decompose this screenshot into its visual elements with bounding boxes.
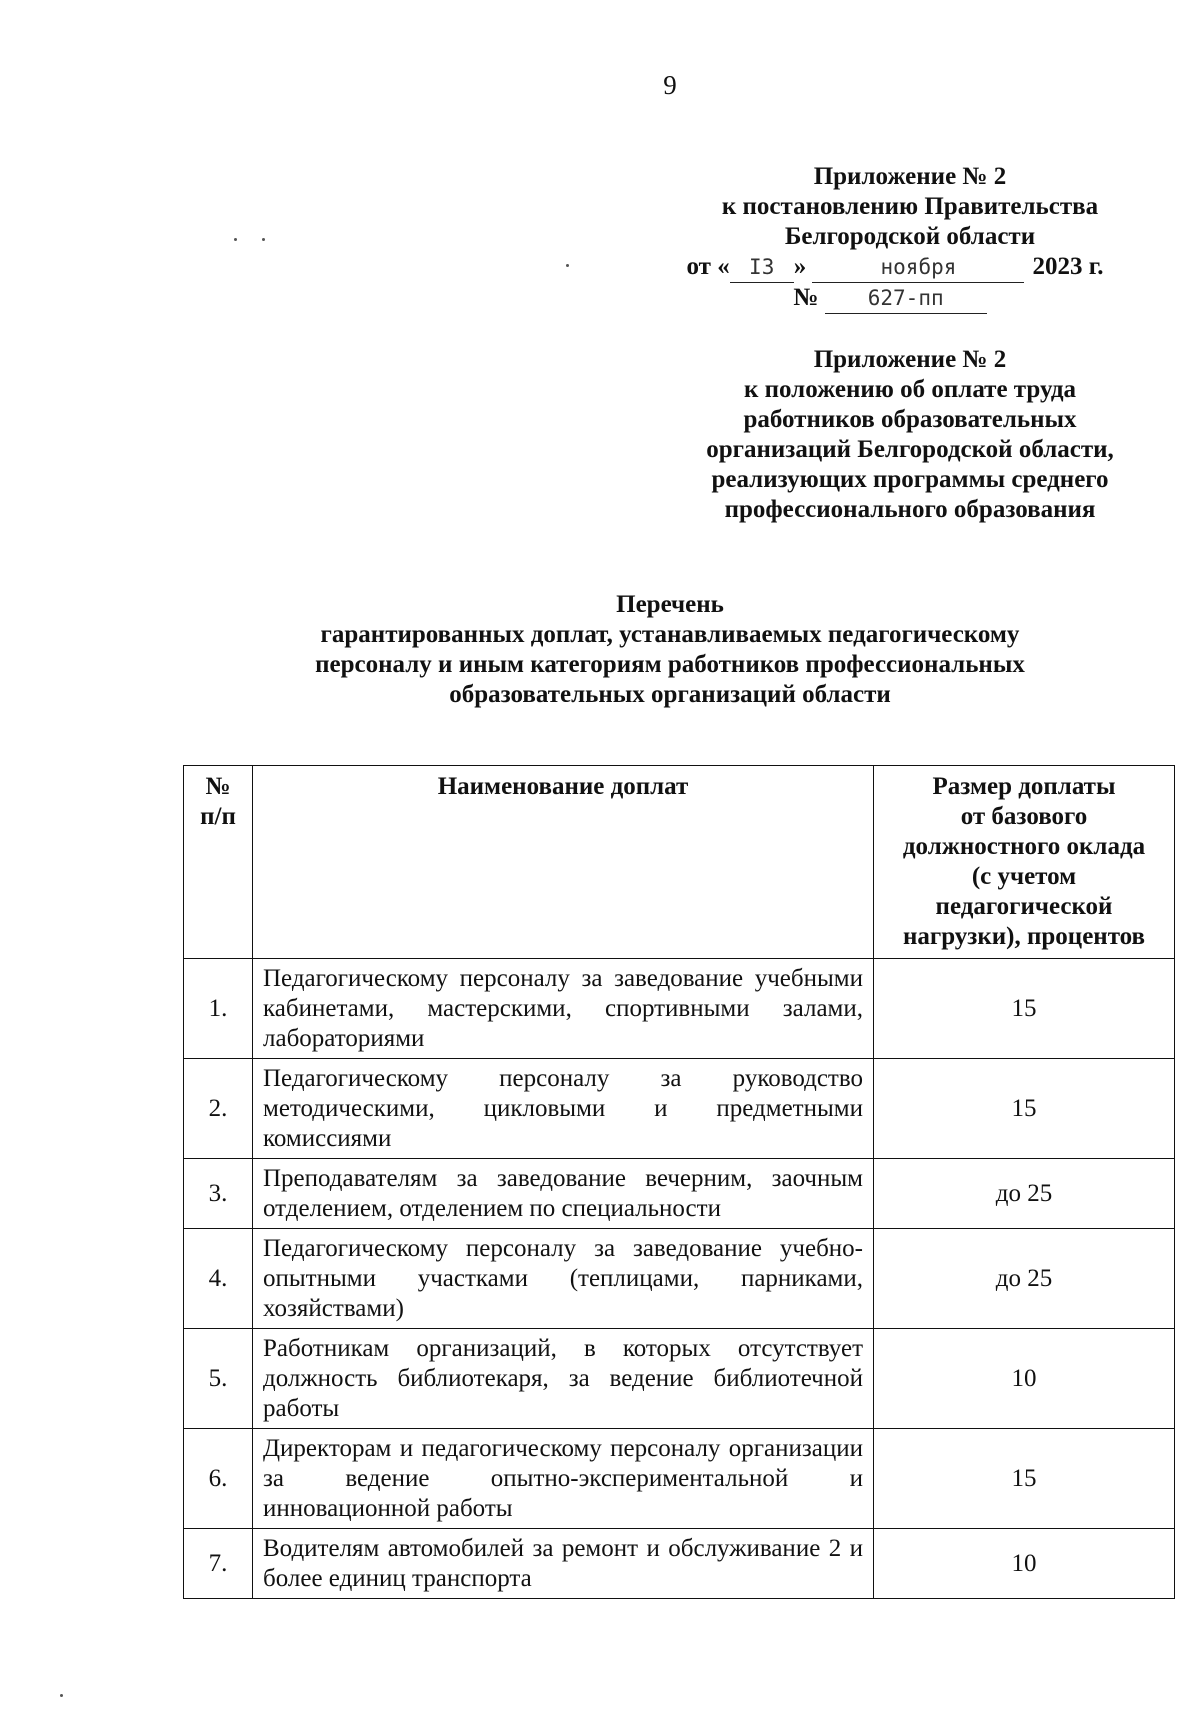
- allowances-table: [183, 765, 1175, 1599]
- table-row: [184, 1059, 1175, 1159]
- header-num-line: №: [205, 773, 231, 800]
- appendix-sub-line: работников образовательных: [743, 406, 1077, 433]
- title-line: гарантированных доплат, устанавливаемых педагогическому: [320, 621, 1020, 648]
- table-row: [184, 1229, 1175, 1329]
- appendix-sub-header: [680, 345, 1140, 525]
- row-size: 10: [874, 1329, 1175, 1429]
- table-row: [184, 1329, 1175, 1429]
- row-name: Преподавателям за заведование вечерним, заочным отделением, отделением по специальности: [253, 1159, 874, 1229]
- title-line: образовательных организаций области: [449, 681, 891, 708]
- document-title: [200, 590, 1140, 710]
- row-num: 2.: [184, 1059, 253, 1159]
- scan-speck: [262, 238, 265, 241]
- row-size: до 25: [874, 1229, 1175, 1329]
- appendix-region: Белгородской области: [784, 223, 1036, 250]
- date-prefix: от «: [686, 253, 730, 280]
- row-name: Педагогическому персоналу за заведование учебно-опытными участками (теплицами, парниками, хозяйствами): [253, 1229, 874, 1329]
- table-row: [184, 1159, 1175, 1229]
- row-num: 4.: [184, 1229, 253, 1329]
- row-num: 1.: [184, 959, 253, 1059]
- table-row: [184, 1529, 1175, 1599]
- header-size-line: педагогической: [935, 893, 1113, 920]
- row-size: 15: [874, 1429, 1175, 1529]
- table-header-row: [184, 766, 1175, 959]
- title-line: персоналу и иным категориям работников профессиональных: [315, 651, 1025, 678]
- table-row: [184, 959, 1175, 1059]
- number-prefix: №: [793, 284, 819, 311]
- page-number: 9: [663, 70, 677, 100]
- appendix-sub-line: реализующих программы среднего: [711, 466, 1109, 493]
- date-year: 2023 г.: [1032, 253, 1104, 280]
- header-size-line: от базового: [960, 803, 1088, 830]
- scan-speck: [60, 1694, 63, 1697]
- title-line: Перечень: [616, 591, 724, 618]
- scan-speck: [566, 264, 569, 267]
- row-size: 15: [874, 1059, 1175, 1159]
- row-name: Работникам организаций, в которых отсутствует должность библиотекаря, за ведение библиотечной работы: [253, 1329, 874, 1429]
- header-num: [184, 766, 253, 959]
- appendix-sub-line: Приложение № 2: [813, 346, 1007, 373]
- appendix-sub-line: к положению об оплате труда: [743, 376, 1077, 403]
- row-name: Педагогическому персоналу за руководство методическими, цикловыми и предметными комиссиями: [253, 1059, 874, 1159]
- header-size-line: (с учетом: [971, 863, 1077, 890]
- date-line: [650, 252, 1140, 283]
- row-name: Директорам и педагогическому персоналу организации за ведение опытно-экспериментальной и инновационной работы: [253, 1429, 874, 1529]
- scan-speck: [234, 238, 237, 241]
- appendix-resolution-ref: к постановлению Правительства: [721, 193, 1099, 220]
- date-day-handwritten: I3: [730, 252, 794, 283]
- row-num: 5.: [184, 1329, 253, 1429]
- header-size: [874, 766, 1175, 959]
- appendix-sub-line: профессионального образования: [724, 496, 1096, 523]
- row-size: 10: [874, 1529, 1175, 1599]
- row-num: 7.: [184, 1529, 253, 1599]
- row-size: 15: [874, 959, 1175, 1059]
- appendix-sub-line: организаций Белгородской области,: [706, 436, 1114, 463]
- number-line: [640, 283, 1140, 314]
- row-num: 3.: [184, 1159, 253, 1229]
- header-size-line: нагрузки), процентов: [902, 923, 1146, 950]
- row-num: 6.: [184, 1429, 253, 1529]
- header-size-line: Размер доплаты: [932, 773, 1116, 800]
- row-size: до 25: [874, 1159, 1175, 1229]
- date-month-handwritten: ноября: [812, 252, 1024, 283]
- row-name: Водителям автомобилей за ремонт и обслуживание 2 и более единиц транспорта: [253, 1529, 874, 1599]
- appendix-header: [680, 162, 1140, 314]
- header-name: Наименование доплат: [253, 766, 874, 959]
- row-name: Педагогическому персоналу за заведование учебными кабинетами, мастерскими, спортивными залами, лабораториями: [253, 959, 874, 1059]
- table-row: [184, 1429, 1175, 1529]
- appendix-title: Приложение № 2: [813, 163, 1007, 190]
- header-size-line: должностного оклада: [902, 833, 1146, 860]
- number-handwritten: 627-пп: [825, 283, 987, 314]
- header-num-line: п/п: [200, 803, 236, 830]
- date-mid: »: [793, 253, 807, 280]
